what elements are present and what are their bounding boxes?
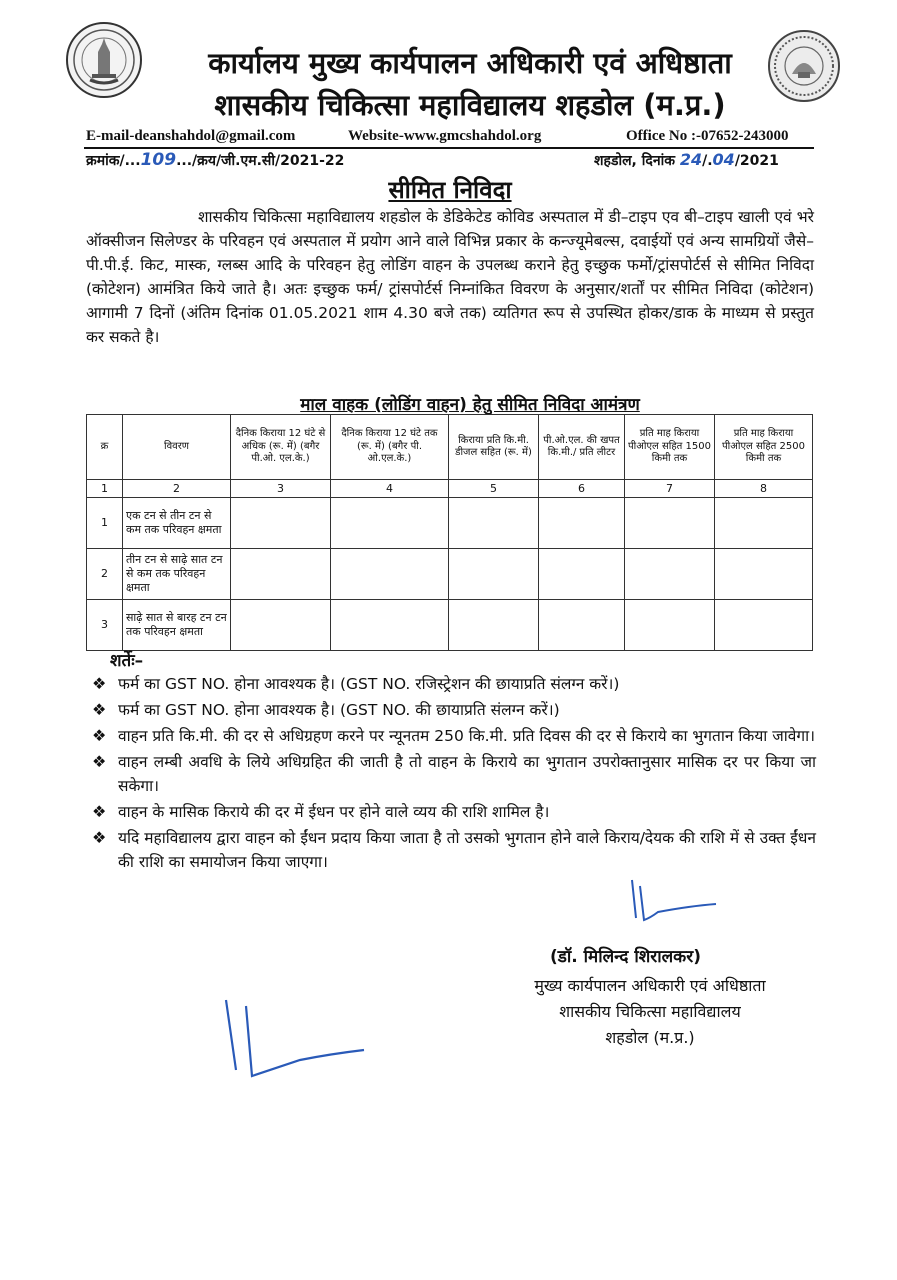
col-number: 3 <box>231 480 331 498</box>
ref-handwritten-number: 109 <box>140 150 177 170</box>
col-number: 1 <box>87 480 123 498</box>
col-number: 6 <box>539 480 625 498</box>
term-text: यदि महाविद्यालय द्वारा वाहन को ईंधन प्रदाय किया जाता है तो उसको भुगतान होने वाले किराय/देयक की राशि में से उक्त ईंधन की राशि का समायोजन किया जाएगा। <box>118 829 816 871</box>
diamond-bullet-icon: ❖ <box>92 726 107 745</box>
row-description: साढ़े सात से बारह टन टन तक परिवहन क्षमता <box>123 600 231 651</box>
date-sep: /. <box>702 153 713 169</box>
signature-mark <box>226 1000 364 1076</box>
col-header-monthly-1500: प्रति माह किराया पीओएल सहित 1500 किमी तक <box>625 415 715 480</box>
col-number: 8 <box>715 480 813 498</box>
row-sn: 3 <box>87 600 123 651</box>
signatory-name: (डॉ. मिलिन्द शिरालकर) <box>550 947 701 967</box>
ref-suffix: .../क्रय/जी.एम.सी/2021-22 <box>176 153 345 169</box>
term-text: वाहन लम्बी अवधि के लिये अधिग्रहित की जाती है तो वाहन के किराये का भुगतान उपरोक्तानुसार मासिक दर पर किया जा सकेगा। <box>118 753 816 795</box>
term-text: वाहन प्रति कि.मी. की दर से अधिग्रहण करने पर न्यूनतम 250 कि.मी. प्रति दिवस की दर से किराये का भुगतान किया जावेगा। <box>118 727 815 745</box>
col-header-monthly-2500: प्रति माह किराया पीओएल सहित 2500 किमी तक <box>715 415 813 480</box>
diamond-bullet-icon: ❖ <box>92 828 107 847</box>
website-text: Website-www.gmcshahdol.org <box>348 128 542 144</box>
signatory-institution: शासकीय चिकित्सा महाविद्यालय <box>559 1002 741 1021</box>
diamond-bullet-icon: ❖ <box>92 802 107 821</box>
diamond-bullet-icon: ❖ <box>92 700 107 719</box>
row-sn: 2 <box>87 549 123 600</box>
college-heading: शासकीय चिकित्सा महाविद्यालय शहडोल (म.प्र.) <box>214 88 726 122</box>
col-header-per-km: किराया प्रति कि.मी. डीजल सहित (रू. में) <box>449 415 539 480</box>
diamond-bullet-icon: ❖ <box>92 674 107 693</box>
col-number: 5 <box>449 480 539 498</box>
date-month: 04 <box>712 150 735 169</box>
col-header-daily-upto-12h: दैनिक किराया 12 घंटे तक (रू. में) (बगैर पी. ओ.एल.के.) <box>331 415 449 480</box>
col-header-description: विवरण <box>123 415 231 480</box>
document-title: सीमित निविदा <box>388 176 512 204</box>
row-description: तीन टन से साढ़े सात टन से कम तक परिवहन क्षमता <box>123 549 231 600</box>
term-text: वाहन के मासिक किराये की दर में ईधन पर होने वाले व्यय की राशि शामिल है। <box>118 803 550 821</box>
ref-prefix: क्रमांक/... <box>86 153 141 169</box>
col-number: 4 <box>331 480 449 498</box>
date-prefix: शहडोल, दिनांक <box>594 153 680 169</box>
office-phone: Office No :-07652-243000 <box>626 128 789 144</box>
intro-text: शासकीय चिकित्सा महाविद्यालय शहडोल के डेडिकेटेड कोविड अस्पताल में डी–टाइप एव बी–टाइप खाली एवं भरे ऑक्सीजन सिलेण्डर के परिवहन एवं अस्पताल में प्रयोग आने वाले विभिन्न प्रकार के कन्ज्यूमेबल्स, दवाईयों एवं अन्य सामग्रियों जैसे–पी.पी.ई. किट, मास्क, ग्लब्स आदि के परिवहन हेतु लोडिंग वाहन के उपलब्ध कराने हेतु इच्छुक फर्मो/ट्रांसपोर्टर्स से सीमित निविदा (कोटेशन) आमंत्रित किये जाते है। अतः इच्छुक फर्म/ ट्रांसपोर्टर्स निम्नांकित विवरण के अनुसार/शर्तों पर सीमित निविदा (कोटेशन) आगामी 7 दिनों (अंतिम दिनांक 01.05.2021 शाम 4.30 बजे तक) व्यतिगत रूप से उपस्थित होकर/डाक के माध्यम से प्रस्तुत कर सकते है। <box>86 208 814 346</box>
diamond-bullet-icon: ❖ <box>92 752 107 771</box>
row-description: एक टन से तीन टन से कम तक परिवहन क्षमता <box>123 498 231 549</box>
term-text: फर्म का GST NO. होना आवश्यक है। (GST NO. रजिस्ट्रेशन की छायाप्रति संलग्न करें।) <box>118 675 620 693</box>
col-header-sn: क्र <box>87 415 123 480</box>
terms-heading: शर्तेः– <box>110 651 144 671</box>
col-number: 7 <box>625 480 715 498</box>
email-text: E-mail-deanshahdol@gmail.com <box>86 128 296 144</box>
row-sn: 1 <box>87 498 123 549</box>
col-header-daily-over-12h: दैनिक किराया 12 घंटे से अधिक (रू. में) (बगैर पी.ओ. एल.के.) <box>231 415 331 480</box>
signatory-place: शहडोल (म.प्र.) <box>605 1028 695 1047</box>
term-text: फर्म का GST NO. होना आवश्यक है। (GST NO. की छायाप्रति संलग्न करें।) <box>118 701 560 719</box>
initials-mark <box>632 880 716 920</box>
col-header-pol-consumption: पी.ओ.एल. की खपत कि.मी./ प्रति लीटर <box>539 415 625 480</box>
office-heading: कार्यालय मुख्य कार्यपालन अधिकारी एवं अधिष्ठाता <box>208 46 732 80</box>
table-title: माल वाहक (लोडिंग वाहन) हेतु सीमित निविदा आमंत्रण <box>300 395 640 415</box>
date-day: 24 <box>679 150 703 169</box>
col-number: 2 <box>123 480 231 498</box>
signatory-designation: मुख्य कार्यपालन अधिकारी एवं अधिष्ठाता <box>534 976 766 995</box>
date-year: /2021 <box>734 153 779 169</box>
